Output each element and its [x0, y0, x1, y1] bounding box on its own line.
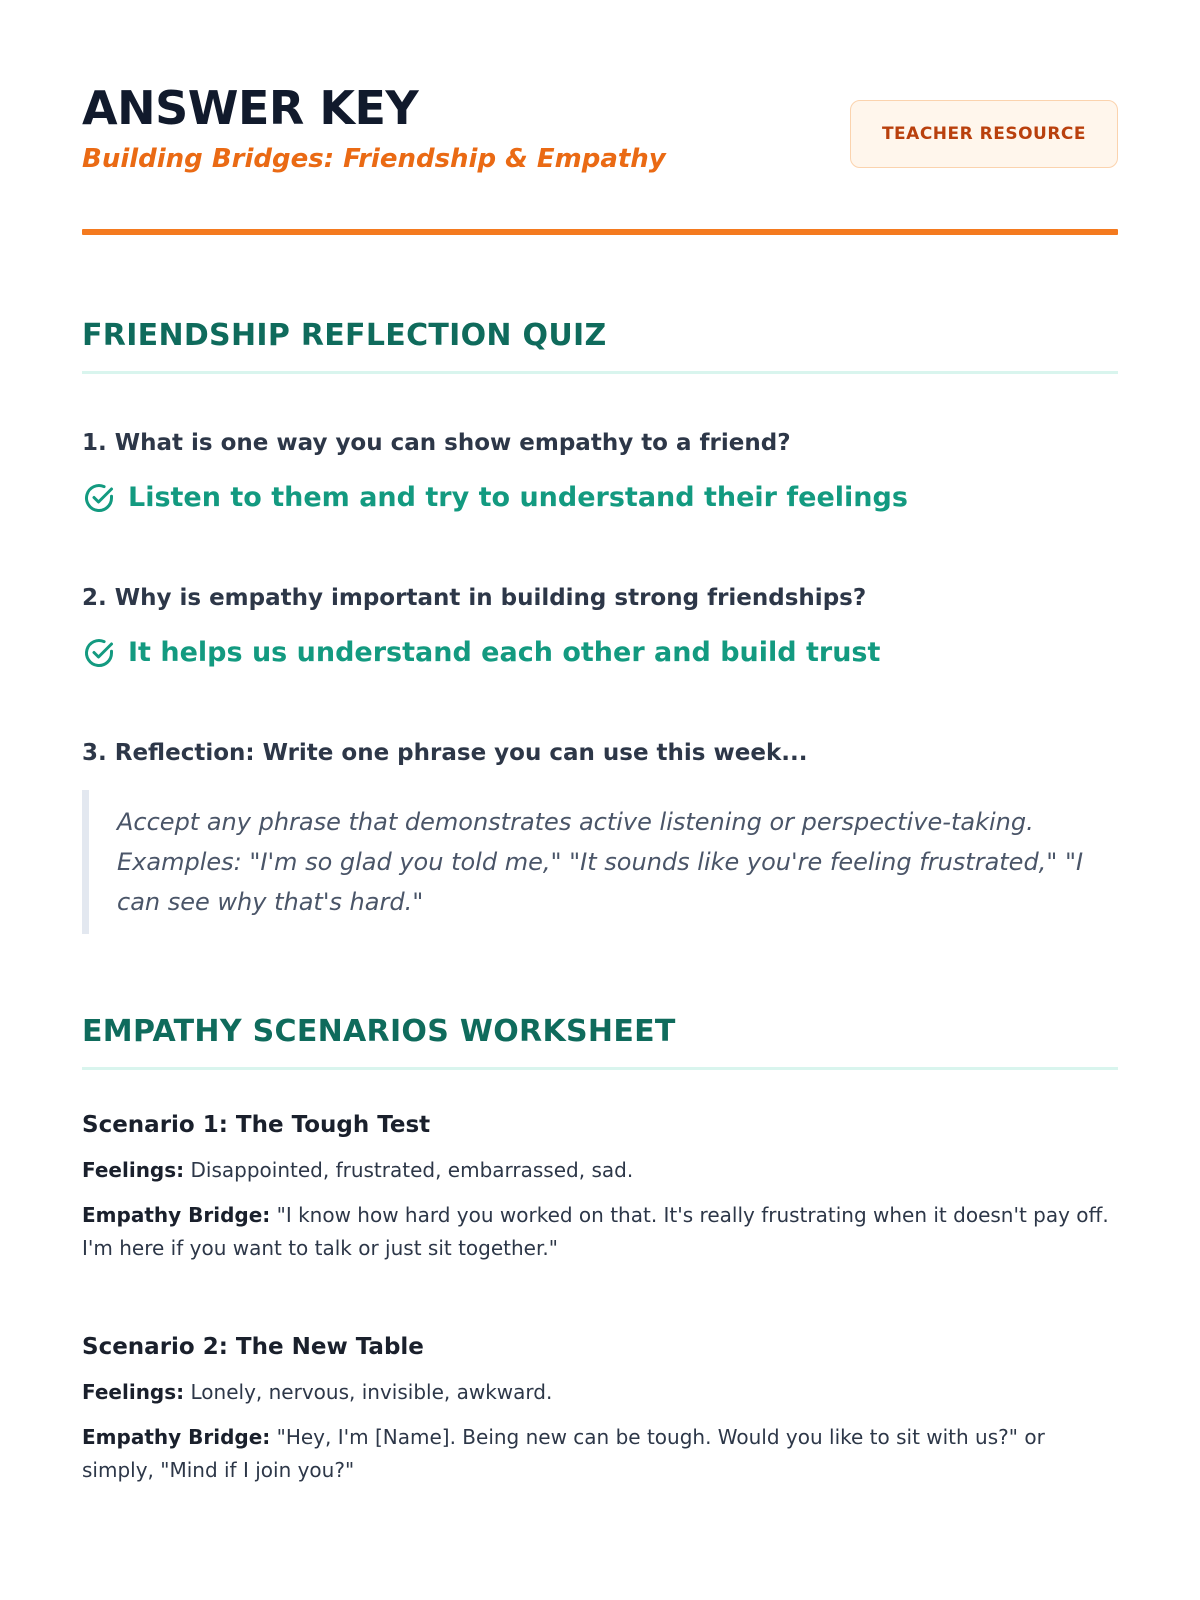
teacher-resource-badge: TEACHER RESOURCE — [850, 100, 1118, 168]
scenario-empathy-bridge — [82, 1421, 1118, 1487]
bridge-text: "I know how hard you worked on that. It's really frustrating when it doesn't pay off. I'm here if you want to talk or just sit together." — [82, 1203, 1109, 1260]
scenario-feelings — [82, 1154, 1118, 1187]
answer-text: Listen to them and try to understand their feelings — [128, 482, 908, 513]
quiz-section-title: FRIENDSHIP REFLECTION QUIZ — [82, 318, 607, 353]
feelings-text: Disappointed, frustrated, embarrassed, sad. — [190, 1158, 634, 1182]
check-circle-icon — [82, 636, 116, 670]
scenario-title: Scenario 1: The Tough Test — [82, 1112, 431, 1138]
feelings-label: Feelings: — [82, 1158, 185, 1182]
feelings-text: Lonely, nervous, invisible, awkward. — [190, 1380, 553, 1404]
scenario-2 — [82, 1332, 1118, 1487]
answer-row — [82, 481, 1118, 515]
bridge-label: Empathy Bridge: — [82, 1203, 271, 1227]
scenario-feelings — [82, 1376, 1118, 1409]
answer-text: It helps us understand each other and build trust — [128, 637, 881, 668]
bridge-label: Empathy Bridge: — [82, 1425, 271, 1449]
answer-row — [82, 636, 1118, 670]
quiz-question-1 — [82, 428, 1118, 515]
bridge-text: "Hey, I'm [Name]. Being new can be tough. Would you like to sit with us?" or simply, "Mind if I join you?" — [82, 1425, 1045, 1482]
friendship-reflection-quiz — [82, 318, 1118, 916]
scenario-1 — [82, 1110, 1118, 1265]
quiz-question-3 — [82, 738, 1118, 934]
empathy-scenarios-worksheet — [82, 1014, 1118, 1482]
page-subtitle: Building Bridges: Friendship & Empathy — [82, 144, 666, 174]
scenarios-section-title: EMPATHY SCENARIOS WORKSHEET — [82, 1014, 676, 1049]
header-divider — [82, 229, 1118, 235]
page-header — [82, 0, 1118, 230]
reflection-guidance: Accept any phrase that demonstrates active listening or perspective-taking. Examples: "I'm so glad you told me," "It sounds like you're feeling frustrated," "I can see why that's hard." — [82, 790, 1118, 934]
scenario-title: Scenario 2: The New Table — [82, 1334, 424, 1360]
scenario-empathy-bridge — [82, 1199, 1118, 1265]
check-circle-icon — [82, 481, 116, 515]
page-title: ANSWER KEY — [82, 81, 419, 135]
question-text: 1. What is one way you can show empathy to a friend? — [82, 430, 791, 456]
quiz-question-2 — [82, 583, 1118, 670]
quiz-section-divider — [82, 371, 1118, 374]
question-text: 3. Reflection: Write one phrase you can use this week... — [82, 740, 808, 766]
feelings-label: Feelings: — [82, 1380, 185, 1404]
question-text: 2. Why is empathy important in building strong friendships? — [82, 585, 867, 611]
scenarios-section-divider — [82, 1067, 1118, 1070]
